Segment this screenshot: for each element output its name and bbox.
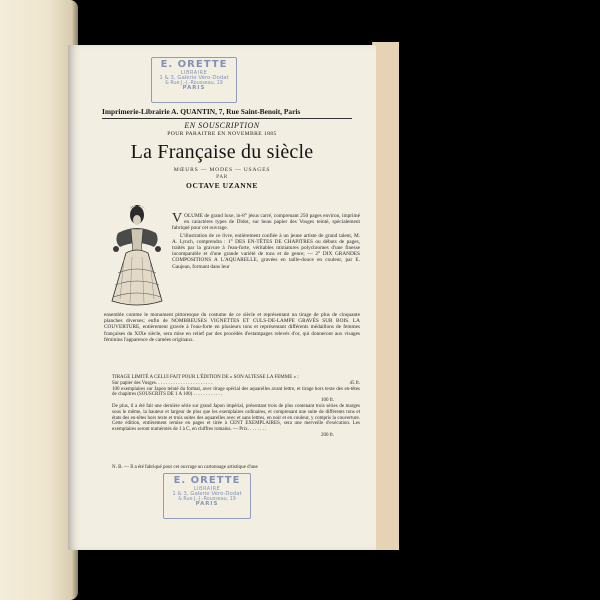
stamp-city: PARIS: [195, 501, 219, 508]
body-text-column: [172, 213, 360, 271]
price-row-imperial-price: 200 fr.: [320, 432, 334, 438]
price-row-vosges-label: Sur papier des Vosges. . . . . . . . . . . . . . . . . . . . . . .: [112, 380, 213, 386]
stamp-address-1: 1 & 3, Galerie Véro-Dodat: [159, 74, 229, 81]
nota-bene: N. B. — Il a été fabriqué pour cet ouvrage un cartonnage artistique d'une: [112, 465, 258, 470]
stamp-name: E. ORETTE: [160, 59, 228, 70]
publication-date: POUR PARAITRE EN NOVEMBRE 1885: [167, 131, 277, 137]
paragraph-ensemble: ensemble comme le monument pittoresque du costume de ce siècle et représentant un tirage de plus de cinquante planches diverses; enfin de NOMBREUSES VIGNETTES ET CULS-DE-LAMPE GRAVÉS SUR BOIS. LA COUVERTURE, entièrement gravée à l'eau-forte en plusieurs tons et représentant différents médaillons de femmes françaises du XIXe siècle, sera mise en relief par des procédés d'estampages relevés d'or, qui donneront aux visages féminins l'apparence de camées originaux.: [104, 312, 360, 343]
print-run-section: [104, 375, 360, 439]
publisher-line: Imprimerie-Librairie A. QUANTIN, 7, Rue Saint-Benoit, Paris: [102, 107, 352, 119]
book-subtitle: MŒURS — MODES — USAGES: [173, 167, 271, 173]
print-run-heading: TIRAGE LIMITÉ A CELUI FAIT POUR L'ÉDITION DE « SON ALTESSE LA FEMME » :: [112, 375, 299, 380]
paragraph-intro: [172, 213, 360, 232]
price-row-japon: 100 exemplaires sur Japon teinté du format, avec tirage spécial des aquarelles avant lettre, et tirage hors texte des en-têtes de chapitres (SOUSCRITS DE 1 A 100) . . . . . . . . . . . .: [112, 386, 360, 398]
stamp-city: PARIS: [182, 85, 206, 92]
paragraph-intro-text: OLUME de grand luxe, in-8° jésus carré, comprenant 250 pages environ, imprimé en caractères types de Didot, sur beau papier des Vosges teinté, spécialement fabriqué pour cet ouvrage.: [172, 213, 360, 232]
fashion-illustration: [104, 203, 170, 311]
drop-cap: V: [172, 211, 183, 226]
by-label: PAR: [216, 175, 228, 180]
price-row-vosges-price: 45 fr.: [349, 380, 360, 386]
book-cover-left: [0, 0, 78, 600]
stamp-address-1: 1 & 3, Galerie Véro-Dodat: [172, 490, 242, 497]
stamp-name: E. ORETTE: [173, 475, 241, 486]
bookseller-stamp-bottom: [163, 473, 251, 519]
stamp-address-2: & Rue J.-J.-Rousseau, 19: [165, 81, 223, 87]
price-row-imperial: De plus, il a été fait une dernière série sur grand Japon impérial, présentant trois de plus contenant trois séries de marges sous le même, la hauteur et largeur de plus que les exemplaires ordinaires, et comprenant une suite de différents tons et états des en-têtes hors texte et trois suites des aquarelles avec et sans lettres, en noir et en couleur, y compris la couverture. Cette édition, entièrement remise en pages et tirée à CENT EXEMPLAIRES, sera une merveille d'exécution. Les exemplaires seront numérotés de 1 à C, en chiffres romains. — Prix. . . . . . . .: [112, 403, 360, 433]
prospectus-page: [68, 45, 376, 550]
paragraph-illustration: L'illustration de ce livre, entièrement confiée à un jeune artiste de grand talent, M. A. Lynch, comprendra : 1° DES EN-TÊTES DE CHAPITRES ou débuts de pages, traités par la gravure à l'eau-forte, véritables miniatures polychromes d'une finesse incomparable et d'une grande variété de tons et de genre; — 2° DIX GRANDES COMPOSITIONS A L'AQUARELLE, gravées en taille-douce en couleur, par E. Gaujean, formant dans leur: [172, 232, 360, 270]
stamp-address-2: & Rue J.-J.-Rousseau, 19: [178, 497, 236, 503]
bookseller-stamp-top: [151, 57, 237, 103]
body-text-full: [104, 312, 360, 343]
book-title: La Française du siècle: [130, 141, 314, 163]
book-cover-back: [372, 42, 399, 550]
stamp-role: LIBRAIRE: [180, 69, 208, 76]
price-row-japon-price: 100 fr.: [320, 398, 334, 404]
author-name: OCTAVE UZANNE: [186, 181, 258, 190]
subscription-heading: EN SOUSCRIPTION: [184, 121, 260, 130]
stamp-role: LIBRAIRE: [193, 485, 221, 492]
